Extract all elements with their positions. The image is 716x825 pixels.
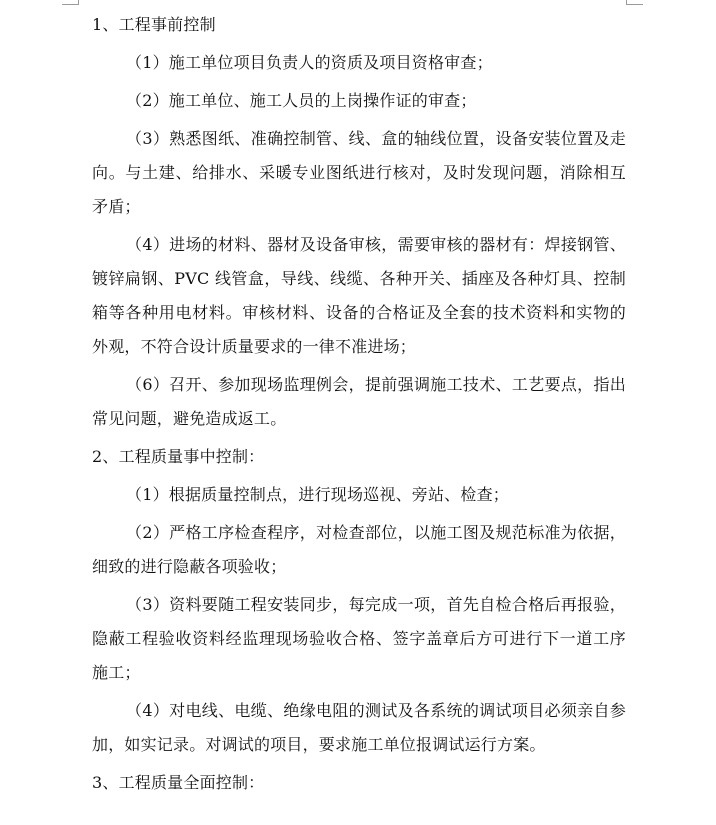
section-item: （3）资料要随工程安装同步，每完成一项，首先自检合格后再报验，隐蔽工程验收资料经监理现场验收合格、签字盖章后方可进行下一道工序施工；: [92, 595, 626, 682]
section-heading: 2、工程质量事中控制：: [92, 447, 265, 466]
section-item: （4）对电线、电缆、绝缘电阻的测试及各系统的调试项目必须亲自参加，如实记录。对调试的项目，要求施工单位报调试运行方案。: [92, 701, 626, 754]
section-item: （1）根据质量控制点，进行现场巡视、旁站、检查；: [126, 485, 509, 504]
section-heading: 1、工程事前控制: [92, 15, 216, 34]
document-body: [92, 8, 626, 804]
section-item: （4）进场的材料、器材及设备审核，需要审核的器材有：焊接钢管、镀锌扁钢、PVC 线管盒，导线、线缆、各种开关、插座及各种灯具、控制箱等各种用电材料。审核材料、设备的合格证及全套的技术资料和实物的外观，不符合设计质量要求的一律不准进场；: [92, 235, 626, 356]
page-margin-corner-mark: [62, 0, 79, 5]
section-heading: 3、工程质量全面控制：: [92, 773, 265, 792]
section-item: （1）施工单位项目负责人的资质及项目资格审查；: [126, 53, 493, 72]
page-margin-corner-mark: [626, 0, 643, 5]
section-item: （2）严格工序检查程序，对检查部位，以施工图及规范标准为依据，细致的进行隐蔽各项验收；: [92, 523, 626, 576]
section-item: （6）召开、参加现场监理例会，提前强调施工技术、工艺要点，指出常见问题，避免造成返工。: [92, 375, 626, 428]
section-item: （3）熟悉图纸、准确控制管、线、盒的轴线位置，设备安装位置及走向。与土建、给排水、采暖专业图纸进行核对，及时发现问题，消除相互矛盾；: [92, 129, 626, 216]
section-item: （2）施工单位、施工人员的上岗操作证的审查；: [126, 91, 477, 110]
